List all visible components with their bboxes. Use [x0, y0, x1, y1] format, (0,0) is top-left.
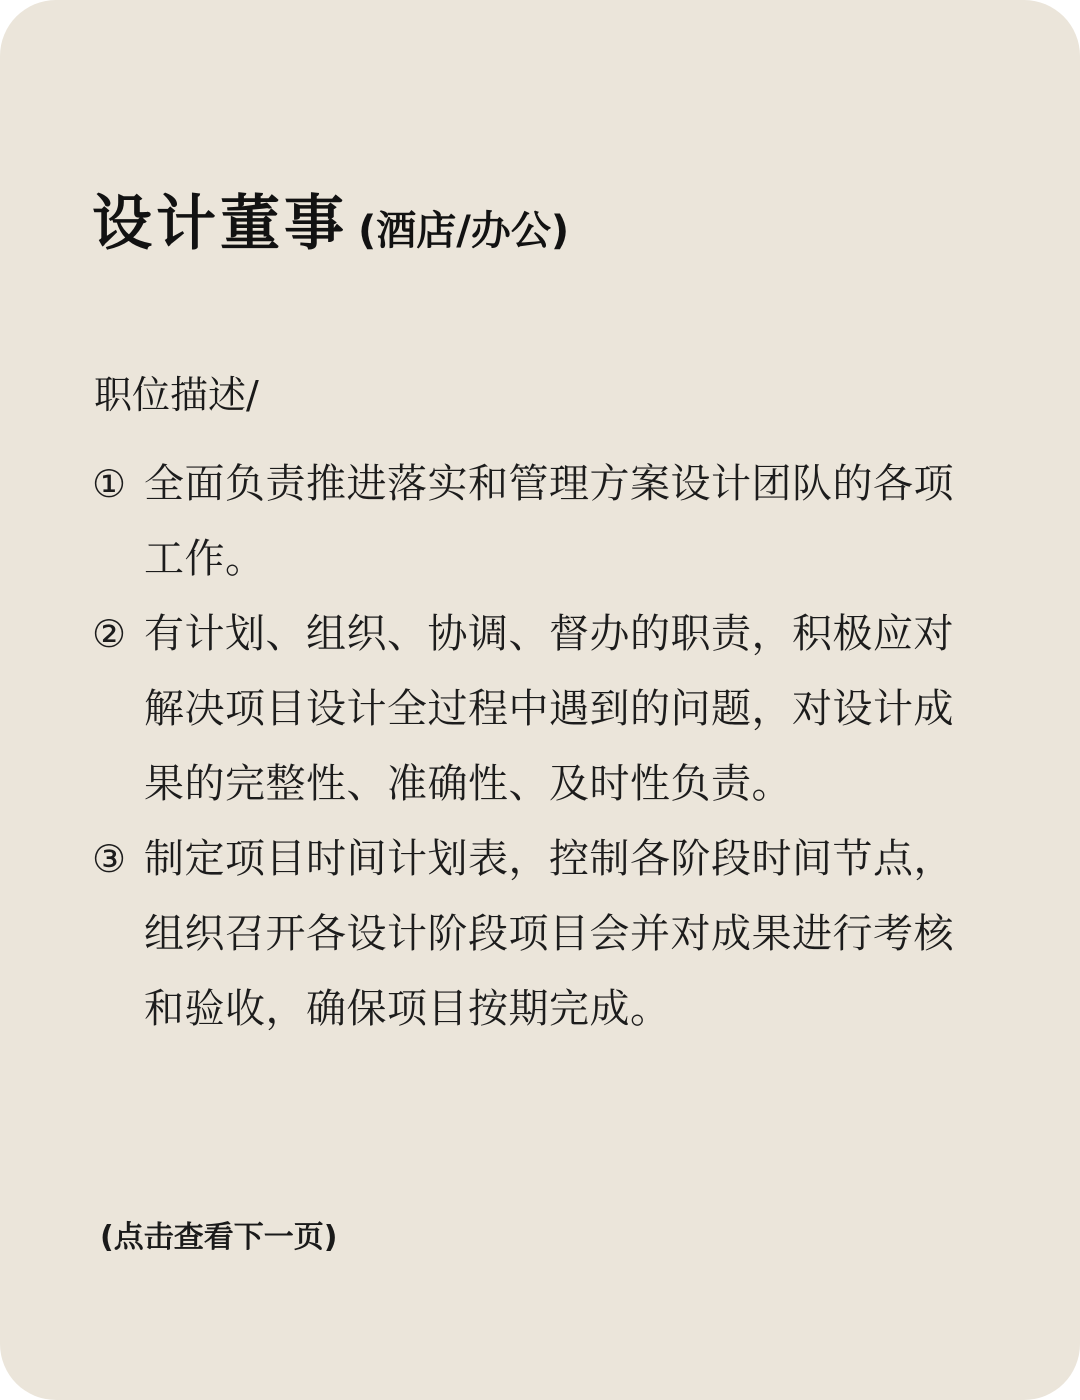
- item-text: 有计划、组织、协调、督办的职责，积极应对解决项目设计全过程中遇到的问题，对设计成果的完整性、准确性、及时性负责。: [144, 611, 954, 807]
- item-number: ①: [92, 462, 127, 506]
- page-title: 设计董事: [92, 189, 348, 259]
- next-page-link[interactable]: (点击查看下一页): [100, 1220, 338, 1255]
- page-subtitle: (酒店/办公): [358, 208, 570, 254]
- item-number: ②: [92, 612, 127, 656]
- list-item: [92, 822, 992, 1047]
- item-text: 制定项目时间计划表，控制各阶段时间节点，组织召开各设计阶段项目会并对成果进行考核和验收，确保项目按期完成。: [144, 836, 954, 1032]
- item-text: 全面负责推进落实和管理方案设计团队的各项工作。: [144, 461, 954, 582]
- list-item: [92, 447, 992, 597]
- item-number: ③: [92, 837, 127, 881]
- duty-list: [92, 447, 992, 1047]
- section-label-description: 职位描述/: [94, 373, 259, 417]
- title-row: [92, 176, 569, 262]
- list-item: [92, 597, 992, 822]
